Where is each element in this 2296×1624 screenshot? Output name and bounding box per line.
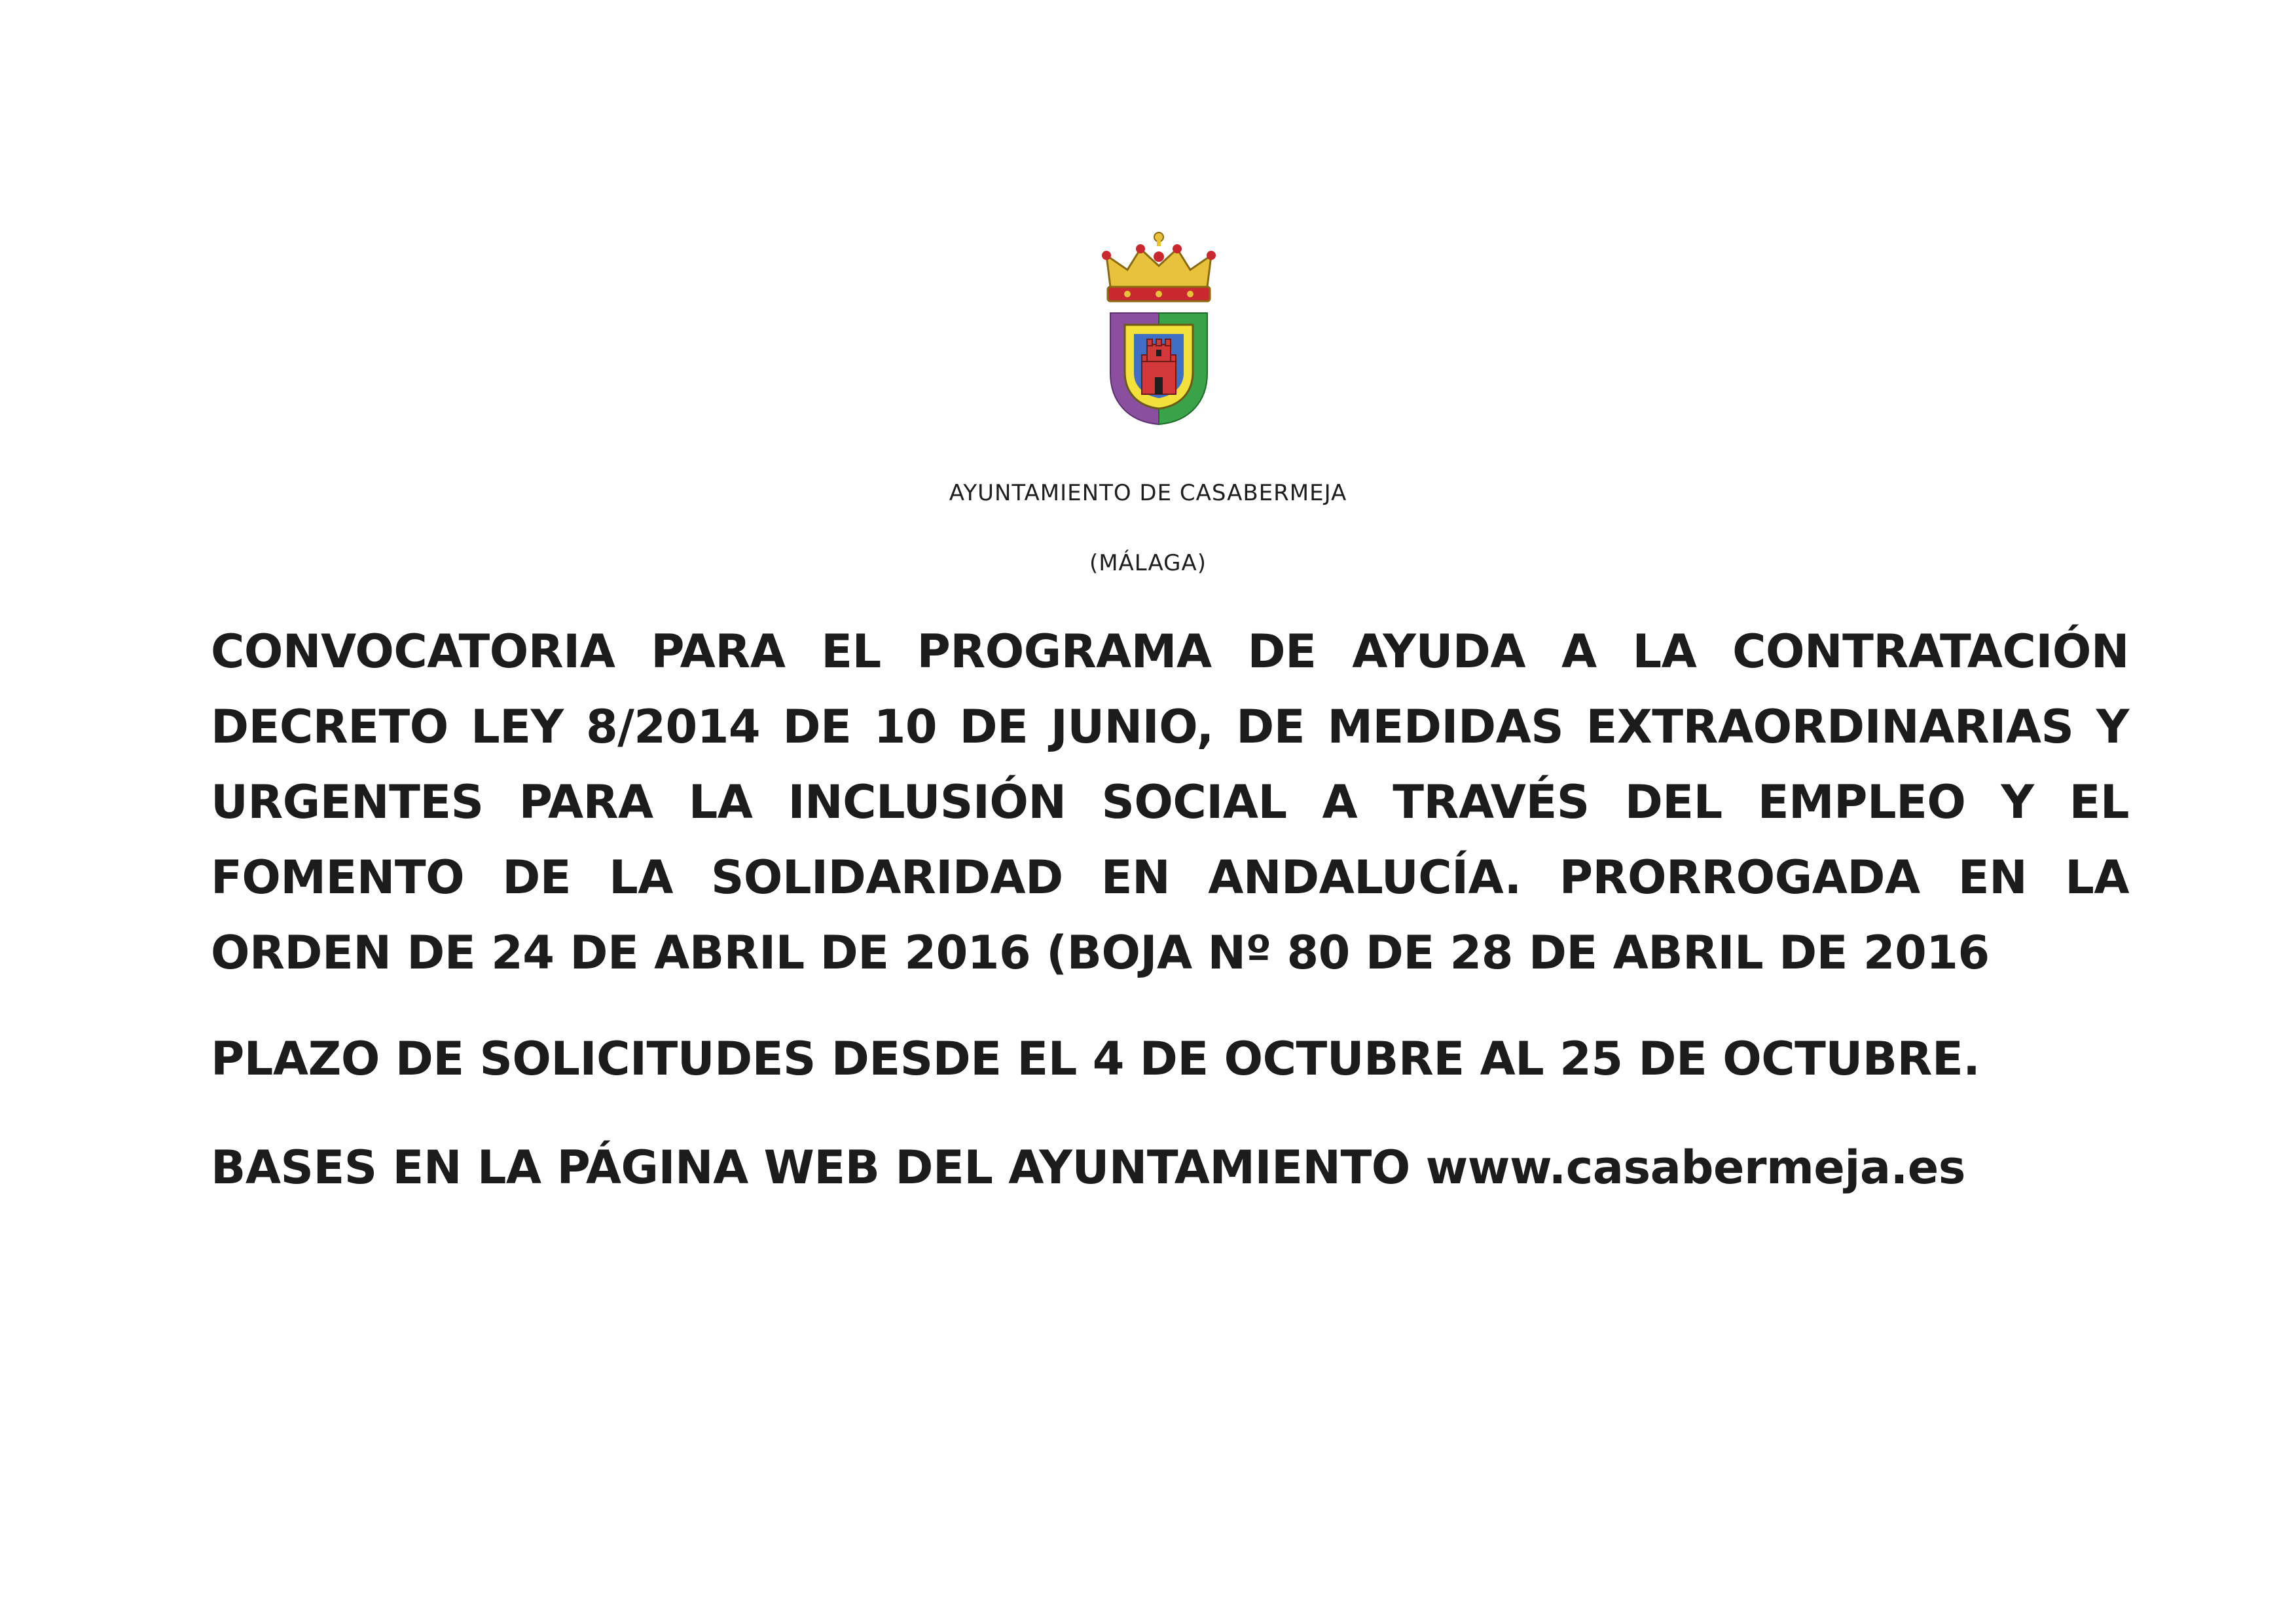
bases-notice: [211, 1135, 1965, 1200]
municipal-coat-of-arms-icon: [1101, 229, 1216, 426]
announcement-heading: CONVOCATORIA PARA EL PROGRAMA DE AYUDA A LA CONTRATACIÓN DECRETO LEY 8/2014 DE 10 DE JUNIO, DE MEDIDAS EXTRAORDINARIAS Y URGENTES PARA LA INCLUSIÓN SOCIAL A TRAVÉS DEL EMPLEO Y EL FOMENTO DE LA SOLIDARIDAD EN ANDALUCÍA. PRORROGADA EN LA ORDEN DE 24 DE ABRIL DE 2016 (BOJA Nº 80 DE 28 DE ABRIL DE 2016: [211, 625, 2129, 980]
crown-icon: [1102, 232, 1216, 301]
bases-text: BASES EN LA PÁGINA WEB DEL AYUNTAMIENTO: [211, 1141, 1426, 1194]
organization-province: (MÁLAGA): [1089, 550, 1207, 576]
website-link[interactable]: www.casabermeja.es: [1425, 1141, 1965, 1194]
application-deadline: PLAZO DE SOLICITUDES DESDE EL 4 DE OCTUBRE AL 25 DE OCTUBRE.: [211, 1032, 1980, 1086]
organization-name: AYUNTAMIENTO DE CASABERMEJA: [949, 480, 1347, 506]
